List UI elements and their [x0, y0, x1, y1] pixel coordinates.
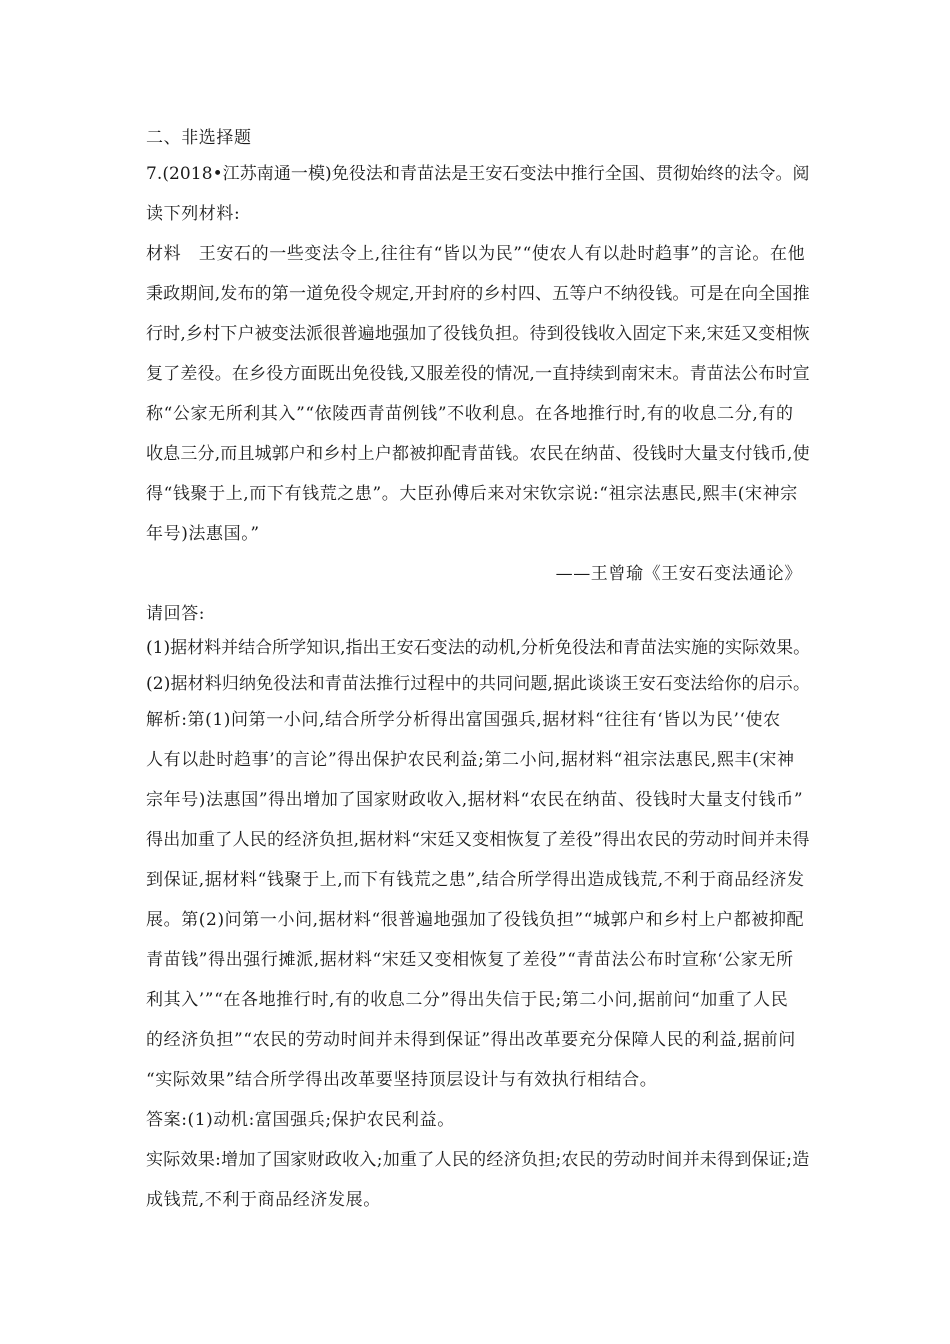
analysis-line: 到保证,据材料“钱聚于上,而下有钱荒之患”,结合所学得出造成钱荒,不利于商品经济发	[146, 870, 805, 890]
analysis-line: 宗年号)法惠国”得出增加了国家财政收入,据材料“农民在纳苗、役钱时大量支付钱币”	[146, 790, 804, 810]
material-line: 称“公家无所利其入”“依陵西青苗例钱”不收利息。在各地推行时,有的收息二分,有的	[146, 404, 794, 424]
answer-line: 成钱荒,不利于商品经济发展。	[146, 1190, 381, 1210]
analysis-line: 的经济负担”“农民的劳动时间并未得到保证”得出改革要充分保障人民的利益,据前问	[146, 1030, 796, 1050]
sub-question-2: (2)据材料归纳免役法和青苗法推行过程中的共同问题,据此谈谈王安石变法给你的启示。	[146, 674, 811, 694]
sub-question-1: (1)据材料并结合所学知识,指出王安石变法的动机,分析免役法和青苗法实施的实际效果。	[146, 638, 811, 658]
material-line: 行时,乡村下户被变法派很普遍地强加了役钱负担。待到役钱收入固定下来,宋廷又变相恢	[146, 324, 810, 344]
analysis-line: “实际效果”结合所学得出改革要坚持顶层设计与有效执行相结合。	[146, 1070, 658, 1090]
analysis-line: 利其入’”“在各地推行时,有的收息二分”得出失信于民;第二小问,据前问“加重了人民	[146, 990, 789, 1010]
material-line: 秉政期间,发布的第一道免役令规定,开封府的乡村四、五等户不纳役钱。可是在向全国推	[146, 284, 810, 304]
answer-line: 答案:(1)动机:富国强兵;保护农民利益。	[146, 1110, 455, 1130]
analysis-line: 展。第(2)问第一小问,据材料“很普遍地强加了役钱负担”“城郭户和乡村上户都被抑配	[146, 910, 805, 930]
material-line: 收息三分,而且城郭户和乡村上户都被抑配青苗钱。农民在纳苗、役钱时大量支付钱币,使	[146, 444, 810, 464]
material-line: 得“钱聚于上,而下有钱荒之患”。大臣孙傅后来对宋钦宗说:“祖宗法惠民,熙丰(宋神宗	[146, 484, 798, 504]
material-line: 年号)法惠国。”	[146, 524, 260, 544]
analysis-line: 解析:第(1)问第一小问,结合所学分析得出富国强兵,据材料“往往有‘皆以为民’‘使农	[146, 710, 781, 730]
analysis-line: 人有以赴时趋事’的言论”得出保护农民利益;第二小问,据材料“祖宗法惠民,熙丰(宋神	[146, 750, 795, 770]
question-line: 读下列材料:	[146, 204, 241, 224]
material-line: 复了差役。在乡役方面既出免役钱,又服差役的情况,一直持续到南宋末。青苗法公布时宣	[146, 364, 810, 384]
material-line: 材料 王安石的一些变法令上,往往有“皆以为民”“使农人有以赴时趋事”的言论。在他	[146, 244, 806, 264]
analysis-line: 得出加重了人民的经济负担,据材料“宋廷又变相恢复了差役”得出农民的劳动时间并未得	[146, 830, 810, 850]
section-heading: 二、非选择题	[146, 128, 252, 148]
answer-prompt: 请回答:	[146, 604, 206, 624]
material-source: ——王曾瑜《王安石变法通论》	[555, 564, 802, 584]
question-line: 7.(2018•江苏南通一模)免役法和青苗法是王安石变法中推行全国、贯彻始终的法令。阅	[146, 164, 810, 184]
answer-line: 实际效果:增加了国家财政收入;加重了人民的经济负担;农民的劳动时间并未得到保证;造	[146, 1150, 810, 1170]
analysis-line: 青苗钱”得出强行摊派,据材料“宋廷又变相恢复了差役”“青苗法公布时宣称‘公家无所	[146, 950, 794, 970]
